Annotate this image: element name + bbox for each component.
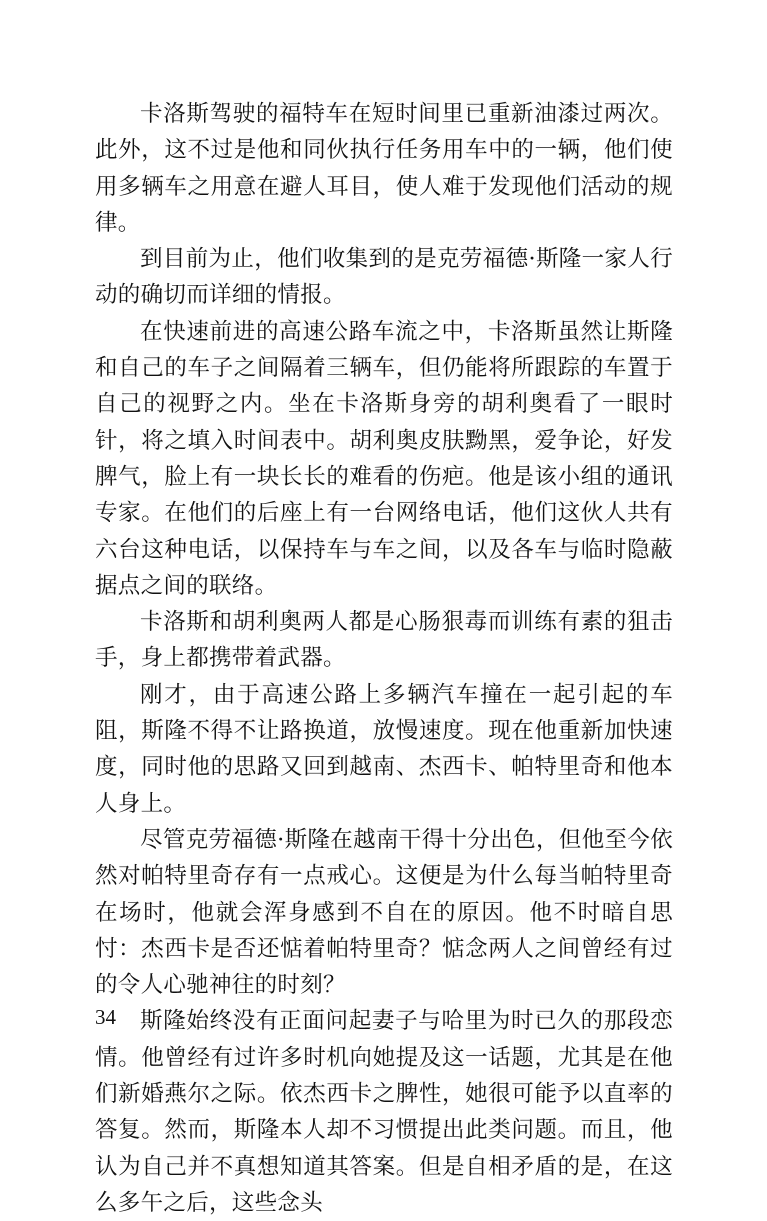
paragraph: 到目前为止，他们收集到的是克劳福德·斯隆一家人行动的确切而详细的情报。 <box>95 246 673 309</box>
paragraph: 尽管克劳福德·斯隆在越南干得十分出色，但他至今依然对帕特里奇存有一点戒心。这便是为什么每当帕特里奇在场时，他就会浑身感到不自在的原因。他不时暗自思忖：杰西卡是否还惦着帕特里奇？惦念两人之间曾经有过的令人心驰神往的时刻？ <box>95 826 673 999</box>
paragraph: 卡洛斯驾驶的福特车在短时间里已重新油漆过两次。此外，这不过是他和同伙执行任务用车中的一辆，他们使用多辆车之用意在避人耳目，使人难于发现他们活动的规律。 <box>95 101 673 236</box>
page-number: 34 <box>95 1005 116 1029</box>
paragraph: 斯隆始终没有正面问起妻子与哈里为时已久的那段恋情。他曾经有过许多时机向她提及这一话题，尤其是在他们新婚燕尔之际。依杰西卡之脾性，她很可能予以直率的答复。然而，斯隆本人却不习惯提出此类问题。而且，他认为自己并不真想知道其答案。但是自相矛盾的是，在这么多午之后，这些念头 <box>95 1008 673 1216</box>
paragraph: 卡洛斯和胡利奥两人都是心肠狠毒而训练有素的狙击手，身上都携带着武器。 <box>95 609 673 672</box>
paragraph: 在快速前进的高速公路车流之中，卡洛斯虽然让斯隆和自己的车子之间隔着三辆车，但仍能将所跟踪的车置于自己的视野之内。坐在卡洛斯身旁的胡利奥看了一眼时针，将之填入时间表中。胡利奥皮肤黝黑，爱争论，好发脾气，脸上有一块长长的难看的伤疤。他是该小组的通讯专家。在他们的后座上有一台网络电话，他们这伙人共有六台这种电话，以保持车与车之间，以及各车与临时隐蔽据点之间的联络。 <box>95 318 673 599</box>
page-body <box>95 96 673 1221</box>
paragraph: 刚才，由于高速公路上多辆汽车撞在一起引起的车阻，斯隆不得不让路换道，放慢速度。现在他重新加快速度，同时他的思路又回到越南、杰西卡、帕特里奇和他本人身上。 <box>95 681 673 817</box>
